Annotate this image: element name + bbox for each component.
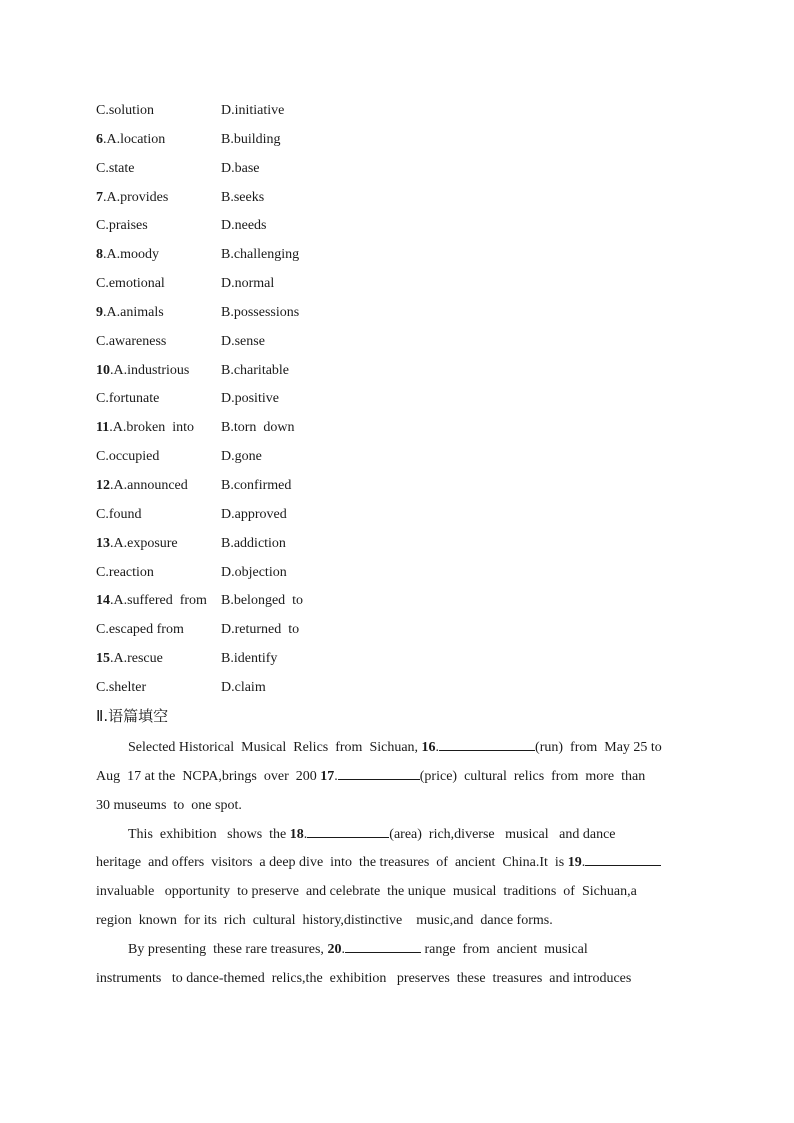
option-row — [96, 188, 396, 217]
option-a-text: C.occupied — [96, 449, 160, 465]
option-a — [96, 332, 166, 352]
option-a — [96, 620, 184, 640]
option-a — [96, 130, 165, 150]
option-a-text: .A.suffered from — [110, 593, 207, 609]
option-row — [96, 534, 396, 563]
option-b: B.confirmed — [221, 477, 292, 493]
option-a-text: .A.exposure — [110, 535, 178, 551]
option-a-text: C.praises — [96, 218, 148, 234]
option-b: D.returned to — [221, 622, 300, 638]
option-row — [96, 101, 396, 130]
passage — [96, 734, 698, 994]
answer-blank[interactable] — [345, 936, 421, 953]
passage-line: heritage and offers visitors a deep dive into the treasures of ancient China.It is 19. — [96, 849, 698, 878]
passage-line: This exhibition shows the 18. (area) rich,diverse musical and dance — [96, 821, 698, 850]
blank-number: 17 — [320, 768, 335, 784]
option-b: D.claim — [221, 679, 266, 695]
option-a-text: .A.industrious — [110, 362, 190, 378]
answer-blank[interactable] — [338, 763, 420, 780]
passage-text: Aug 17 at the NCPA,brings over 200 — [96, 768, 321, 784]
option-a — [96, 303, 164, 323]
question-number: 11 — [96, 420, 110, 436]
option-a-text: C.shelter — [96, 679, 147, 695]
option-row — [96, 130, 396, 159]
blank-number: 16 — [421, 740, 436, 755]
option-a — [96, 159, 135, 179]
option-row — [96, 620, 396, 649]
option-row — [96, 678, 396, 707]
option-a — [96, 101, 154, 121]
options-list — [96, 101, 396, 707]
option-b: B.charitable — [221, 362, 290, 378]
question-number: 15 — [96, 651, 110, 667]
option-b: D.initiative — [221, 103, 285, 118]
passage-line: By presenting these rare treasures, 20. range from ancient musical — [96, 936, 698, 965]
option-row — [96, 591, 396, 620]
option-b: D.approved — [221, 506, 287, 522]
option-a — [96, 274, 165, 294]
option-a — [96, 447, 159, 467]
option-b: B.possessions — [221, 304, 300, 320]
option-a-text: .A.moody — [103, 247, 159, 263]
question-number: 8 — [96, 247, 103, 263]
option-a — [96, 476, 188, 496]
option-a — [96, 245, 159, 265]
passage-text: (run) from May 25 to — [535, 740, 662, 755]
option-b: B.belonged to — [221, 593, 304, 609]
passage-line: 30 museums to one spot. — [96, 797, 242, 813]
option-row — [96, 332, 396, 361]
question-number: 7 — [96, 189, 103, 205]
option-b: B.challenging — [221, 247, 300, 263]
question-number: 6 — [96, 131, 103, 147]
passage-text: (area) rich,diverse musical and dance — [389, 826, 616, 842]
option-a-text: .A.location — [103, 131, 166, 147]
option-b: B.identify — [221, 651, 278, 667]
option-a-text: C.reaction — [96, 564, 154, 580]
option-a-text: .A.provides — [103, 189, 169, 205]
answer-blank[interactable] — [585, 849, 661, 866]
option-a-text: C.emotional — [96, 276, 165, 292]
option-a — [96, 591, 207, 611]
option-a-text: C.fortunate — [96, 391, 160, 407]
option-b: D.gone — [221, 449, 262, 465]
option-row — [96, 476, 396, 505]
option-row — [96, 245, 396, 274]
section-title: Ⅱ.语篇填空 — [96, 707, 169, 725]
passage-line: region known for its rich cultural history,distinctive music,and dance forms. — [96, 913, 553, 929]
option-b: B.building — [221, 131, 281, 147]
option-a — [96, 216, 148, 236]
option-b: B.seeks — [221, 189, 265, 205]
option-row — [96, 505, 396, 534]
option-row — [96, 563, 396, 592]
option-a — [96, 534, 178, 554]
passage-text: Selected Historical Musical Relics from Sichuan, — [128, 740, 422, 755]
option-a — [96, 505, 142, 525]
passage-line: invaluable opportunity to preserve and celebrate the unique musical traditions of Sichuan,a — [96, 884, 637, 900]
passage-text: By presenting these rare treasures, — [128, 941, 328, 957]
option-a-text: C.state — [96, 160, 135, 176]
option-a-text: .A.animals — [103, 304, 164, 320]
option-b: D.normal — [221, 276, 275, 292]
option-row — [96, 274, 396, 303]
question-number: 9 — [96, 304, 103, 320]
passage-text: (price) cultural relics from more than — [419, 768, 646, 784]
blank-number: 19 — [567, 855, 582, 871]
question-number: 10 — [96, 362, 110, 378]
option-a — [96, 418, 194, 438]
option-a — [96, 649, 163, 669]
option-a-text: .A.rescue — [110, 651, 163, 667]
option-a-text: C.solution — [96, 103, 154, 118]
question-number: 14 — [96, 593, 110, 609]
option-b: B.addiction — [221, 535, 286, 551]
option-b: B.torn down — [221, 420, 295, 436]
answer-blank[interactable] — [439, 734, 535, 751]
option-a-text: .A.announced — [110, 477, 188, 493]
option-b: D.positive — [221, 391, 279, 407]
question-number: 12 — [96, 477, 110, 493]
option-row — [96, 361, 396, 390]
passage-line: instruments to dance-themed relics,the exhibition preserves these treasures and introduces — [96, 970, 632, 986]
option-a — [96, 361, 189, 381]
option-a — [96, 563, 154, 583]
passage-text: range from ancient musical — [420, 941, 588, 957]
option-b: D.sense — [221, 333, 265, 349]
option-b: D.needs — [221, 218, 267, 234]
option-b: D.objection — [221, 564, 287, 580]
option-row — [96, 389, 396, 418]
answer-blank[interactable] — [307, 821, 389, 838]
passage-line: Aug 17 at the NCPA,brings over 200 17. (price) cultural relics from more than — [96, 763, 698, 792]
option-row — [96, 418, 396, 447]
passage-text: heritage and offers visitors a deep dive into the treasures of ancient China.It is — [96, 855, 568, 871]
passage-line: Selected Historical Musical Relics from Sichuan, 16. (run) from May 25 to — [96, 734, 698, 763]
option-a-text: C.awareness — [96, 333, 167, 349]
option-a-text: C.escaped from — [96, 622, 184, 638]
option-row — [96, 303, 396, 332]
option-row — [96, 216, 396, 245]
passage-text: This exhibition shows the — [128, 826, 290, 842]
option-a — [96, 678, 146, 698]
option-a — [96, 389, 159, 409]
option-a — [96, 188, 168, 208]
option-a-text: C.found — [96, 506, 142, 522]
blank-number: 18 — [289, 826, 304, 842]
option-row — [96, 159, 396, 188]
option-row — [96, 447, 396, 476]
blank-number: 20 — [327, 941, 342, 957]
question-number: 13 — [96, 535, 110, 551]
option-a-text: .A.broken into — [109, 420, 194, 436]
option-b: D.base — [221, 160, 260, 176]
option-row — [96, 649, 396, 678]
